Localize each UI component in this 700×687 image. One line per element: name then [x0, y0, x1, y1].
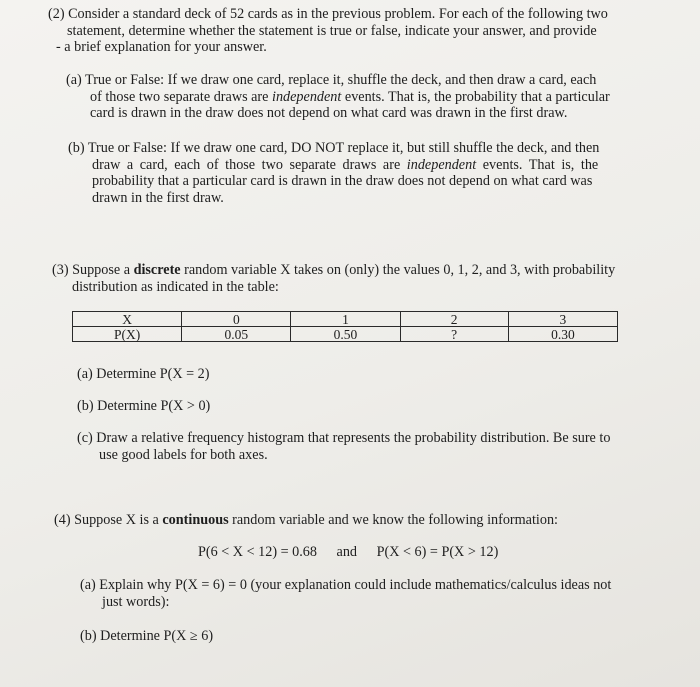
q2-intro-line-2: statement, determine whether the statement is true or false, indicate your answer, and provide	[67, 22, 597, 39]
q4-eq-left: P(6 < X < 12) = 0.68	[198, 544, 317, 560]
table-cell: 0.50	[291, 327, 400, 342]
probability-table	[72, 311, 618, 342]
q3-line-1-pre: (3) Suppose a	[52, 262, 134, 278]
q2-part-a	[66, 72, 610, 122]
q3-discrete-bold: discrete	[133, 262, 181, 278]
q2-part-b	[68, 140, 599, 206]
q2b-line-3: probability that a particular card is drawn in the draw does not depend on what card was	[92, 173, 593, 189]
q2b-independent-em: independent	[406, 156, 477, 173]
q3-part-a: (a) Determine P(X = 2)	[77, 366, 210, 382]
q2-intro	[48, 6, 608, 56]
q4-line-1	[54, 512, 558, 529]
q3-part-c	[77, 430, 610, 463]
table-cell: 0	[182, 312, 291, 327]
q4-line-1-pre: (4) Suppose X is a	[54, 512, 163, 528]
q4-part-b: (b) Determine P(X ≥ 6)	[80, 628, 214, 644]
table-cell: 1	[291, 312, 400, 327]
q3-line-1-post: random variable X takes on (only) the values 0, 1, 2, and 3, with probability	[180, 262, 616, 278]
q2-intro-line-1: (2) Consider a standard deck of 52 cards as in the previous problem. For each of the following two	[48, 6, 608, 22]
q4-line-1-post: random variable and we know the following information:	[228, 512, 558, 528]
q2b-line-2-post: events. That is, the	[476, 156, 599, 173]
table-cell: ?	[400, 327, 508, 342]
q2b-line-4: drawn in the first draw.	[92, 189, 224, 206]
q4a-line-2: just words):	[102, 593, 170, 610]
q2a-line-2-post: events. That is, the probability that a particular	[341, 88, 610, 105]
q4a-line-1: (a) Explain why P(X = 6) = 0 (your explanation could include mathematics/calculus ideas not	[80, 577, 612, 593]
q2-intro-line-3: - a brief explanation for your answer.	[56, 39, 267, 55]
q3-line-1	[52, 262, 615, 279]
q4-equation	[198, 544, 498, 561]
q2a-line-1: (a) True or False: If we draw one card, replace it, shuffle the deck, and then draw a card, each	[66, 72, 597, 88]
q4-part-a	[80, 577, 611, 610]
table-cell: P(X)	[73, 327, 182, 342]
q2a-line-2	[66, 89, 610, 106]
table-row-x	[73, 312, 618, 327]
q2a-line-2-pre: of those two separate draws are	[90, 88, 272, 105]
q2b-line-2	[68, 157, 599, 174]
q2a-line-3: card is drawn in the draw does not depend on what card was drawn in the first draw.	[90, 105, 568, 121]
q3-intro	[52, 262, 615, 295]
q4-continuous-bold: continuous	[162, 512, 229, 528]
q3c-line-2: use good labels for both axes.	[99, 446, 268, 463]
table-cell: 0.30	[508, 327, 617, 342]
q3-line-2: distribution as indicated in the table:	[72, 278, 279, 295]
q4-eq-and: and	[336, 544, 358, 560]
q3-part-b: (b) Determine P(X > 0)	[77, 398, 211, 414]
table-row-px	[73, 327, 618, 342]
q2b-line-1: (b) True or False: If we draw one card, DO NOT replace it, but still shuffle the deck, and then	[68, 140, 600, 156]
q2a-independent-em: independent	[272, 88, 342, 105]
q4-intro	[54, 512, 558, 529]
table-cell: 2	[400, 312, 508, 327]
table-cell: 3	[508, 312, 617, 327]
q2-intro-line-3-text: a brief explanation for your answer.	[64, 39, 267, 55]
q3c-line-1: (c) Draw a relative frequency histogram that represents the probability distribution. Be sure to	[77, 430, 611, 446]
table-cell: X	[73, 312, 182, 327]
q2b-line-2-pre: draw a card, each of those two separate draws are	[92, 156, 407, 173]
q4-eq-right: P(X < 6) = P(X > 12)	[376, 544, 499, 560]
table-cell: 0.05	[182, 327, 291, 342]
